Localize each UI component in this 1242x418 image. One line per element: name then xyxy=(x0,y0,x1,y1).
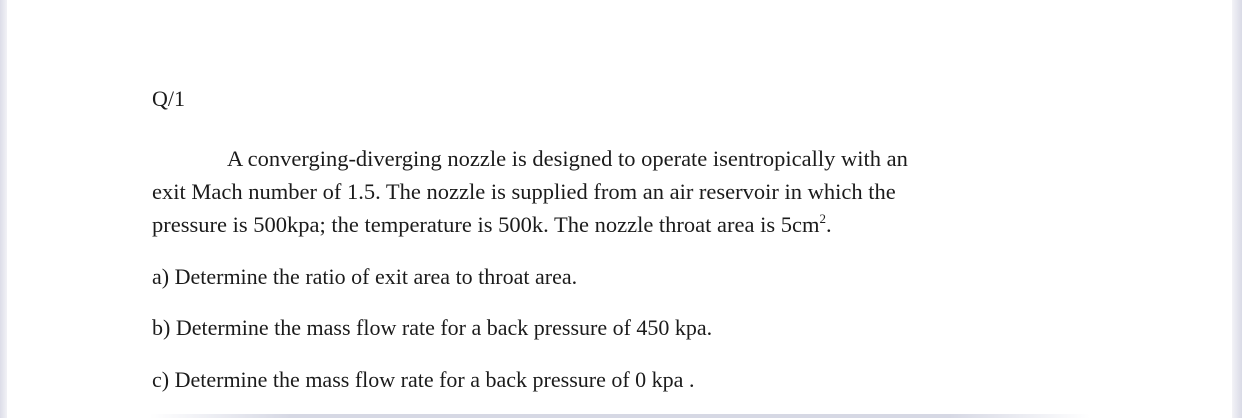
question-part-b: b) Determine the mass flow rate for a back pressure of 450 kpa. xyxy=(152,315,713,340)
problem-line-1: A converging-diverging nozzle is designed to operate isentropically with an xyxy=(227,146,908,171)
problem-line-2: exit Mach number of 1.5. The nozzle is supplied from an air reservoir in which the xyxy=(152,179,896,204)
area-unit-exponent: 2 xyxy=(819,211,826,226)
question-part-c: c) Determine the mass flow rate for a back pressure of 0 kpa . xyxy=(152,367,695,392)
problem-line-3 xyxy=(152,208,1112,241)
problem-statement xyxy=(152,142,1112,241)
problem-line-3-text: pressure is 500kpa; the temperature is 500k. The nozzle throat area is 5cm xyxy=(152,212,820,237)
question-part-a: a) Determine the ratio of exit area to throat area. xyxy=(152,264,578,289)
question-label: Q/1 xyxy=(152,86,185,111)
problem-line-3-end: . xyxy=(826,212,832,237)
